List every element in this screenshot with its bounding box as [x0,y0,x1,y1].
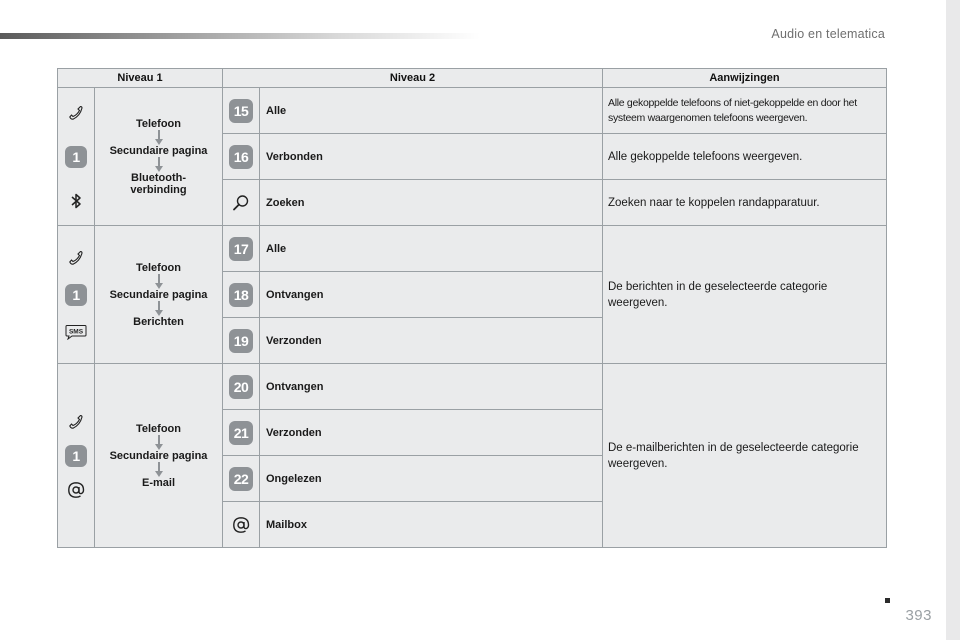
at-icon [65,479,87,501]
flow-secundaire-pagina: Secundaire pagina [109,449,208,462]
table-row [58,226,887,272]
level2-badge-cell [223,134,260,180]
level2-badge: 15 [229,99,253,123]
level2-badge-cell [223,364,260,410]
bluetooth-icon [65,190,87,212]
level2-label: Alle [260,88,603,134]
level1-flow-bluetooth [95,88,223,226]
note-text: De e-mailberichten in de geselecteerde categorie weergeven. [603,364,887,548]
flow-telefoon: Telefoon [135,261,181,274]
flow-arrow [155,301,163,316]
flow-berichten: Berichten [133,315,184,328]
level2-badge: 21 [229,421,253,445]
flow-email: E-mail [141,476,175,489]
phone-icon [65,247,87,269]
level1-icons-email [58,364,95,548]
level1-flow-email [95,364,223,548]
flow-arrow [155,274,163,289]
level2-badge: 20 [229,375,253,399]
level2-badge: 18 [229,283,253,307]
column-header-niveau-2: Niveau 2 [223,69,603,88]
level2-label: Verzonden [260,410,603,456]
level2-label: Verbonden [260,134,603,180]
level2-badge: 22 [229,467,253,491]
level2-label: Zoeken [260,180,603,226]
table-row [58,364,887,410]
level1-badge: 1 [65,445,87,467]
note-text: Alle gekoppelde telefoons of niet-gekoppelde en door het systeem waargenomen telefoons weergeven. [603,88,887,134]
level2-badge-cell [223,180,260,226]
level1-icons-berichten [58,226,95,364]
section-title: Audio en telematica [771,27,885,41]
flow-arrow [155,130,163,145]
level1-flow-berichten [95,226,223,364]
flow-telefoon: Telefoon [135,422,181,435]
table-row [58,88,887,134]
search-icon [230,192,252,214]
table-header-row [58,69,887,88]
page-marker [885,598,890,603]
flow-arrow [155,435,163,450]
level2-badge: 19 [229,329,253,353]
page-number: 393 [905,607,932,624]
flow-arrow [155,157,163,172]
level1-badge: 1 [65,146,87,168]
level2-label: Ontvangen [260,364,603,410]
phone-icon [65,411,87,433]
reference-table [57,68,887,548]
phone-icon [65,102,87,124]
level2-badge: 16 [229,145,253,169]
side-band [946,0,960,640]
header-rule [0,33,480,39]
level2-label: Mailbox [260,502,603,548]
note-text: De berichten in de geselecteerde categorie weergeven. [603,226,887,364]
level2-badge-cell [223,272,260,318]
level2-badge-cell [223,88,260,134]
flow-telefoon: Telefoon [135,117,181,130]
level2-badge-cell [223,502,260,548]
flow-bluetooth-verbinding: Bluetooth-verbinding [130,171,187,196]
flow-secundaire-pagina: Secundaire pagina [109,144,208,157]
at-icon [230,514,252,536]
level2-badge-cell [223,318,260,364]
level2-label: Alle [260,226,603,272]
column-header-niveau-1: Niveau 1 [58,69,223,88]
level1-icons-bluetooth [58,88,95,226]
level2-label: Ongelezen [260,456,603,502]
level2-badge-cell [223,456,260,502]
level2-label: Verzonden [260,318,603,364]
level2-badge-cell [223,410,260,456]
note-text: Zoeken naar te koppelen randapparatuur. [603,180,887,226]
column-header-aanwijzingen: Aanwijzingen [603,69,887,88]
sms-icon [65,321,87,343]
level2-badge: 17 [229,237,253,261]
flow-secundaire-pagina: Secundaire pagina [109,288,208,301]
svg-text:SMS: SMS [68,328,84,335]
flow-arrow [155,462,163,477]
note-text: Alle gekoppelde telefoons weergeven. [603,134,887,180]
level1-badge: 1 [65,284,87,306]
level2-badge-cell [223,226,260,272]
level2-label: Ontvangen [260,272,603,318]
